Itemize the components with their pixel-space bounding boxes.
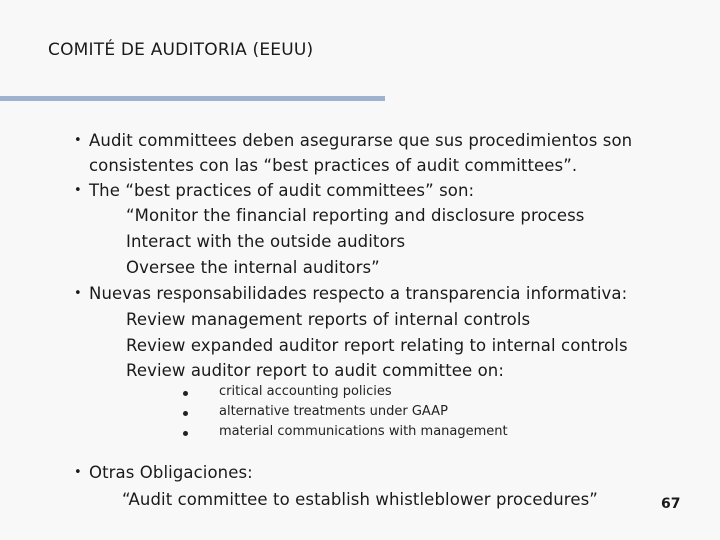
bullet-2-line-1: The “best practices of audit committees” son: [89, 181, 475, 200]
title-underline [0, 96, 385, 101]
bullet-marker: • [74, 286, 82, 301]
bullet-1-line-2: consistentes con las “best practices of audit committees”. [89, 156, 578, 175]
sub-bullet-dot [183, 431, 188, 436]
bullet-marker: • [74, 183, 82, 198]
bullet-2-sub-1: “Monitor the financial reporting and disclosure process [126, 206, 585, 225]
sub-bullet-dot [183, 391, 188, 396]
bullet-4-line-1: Otras Obligaciones: [89, 463, 253, 482]
bullet-3-sub-3: Review auditor report to audit committee on: [126, 361, 505, 380]
bullet-2-sub-3: Oversee the internal auditors” [126, 258, 380, 277]
bullet-3-sub-1: Review management reports of internal controls [126, 310, 531, 329]
bullet-3-subsub-2: alternative treatments under GAAP [219, 404, 448, 419]
bullet-3-line-1: Nuevas responsabilidades respecto a transparencia informativa: [89, 284, 628, 303]
bullet-3-sub-2: Review expanded auditor report relating to internal controls [126, 336, 628, 355]
bullet-marker: • [74, 133, 82, 148]
sub-bullet-dot [183, 411, 188, 416]
page-number: 67 [661, 496, 681, 512]
bullet-marker: • [74, 465, 82, 480]
bullet-3-subsub-3: material communications with management [219, 424, 508, 439]
bullet-4-sub-1: “Audit committee to establish whistleblower procedures” [122, 490, 598, 509]
bullet-1-line-1: Audit committees deben asegurarse que sus procedimientos son [89, 131, 633, 150]
slide-title: COMITÉ DE AUDITORIA (EEUU) [48, 40, 314, 60]
bullet-3-subsub-1: critical accounting policies [219, 384, 392, 399]
bullet-2-sub-2: Interact with the outside auditors [126, 232, 406, 251]
